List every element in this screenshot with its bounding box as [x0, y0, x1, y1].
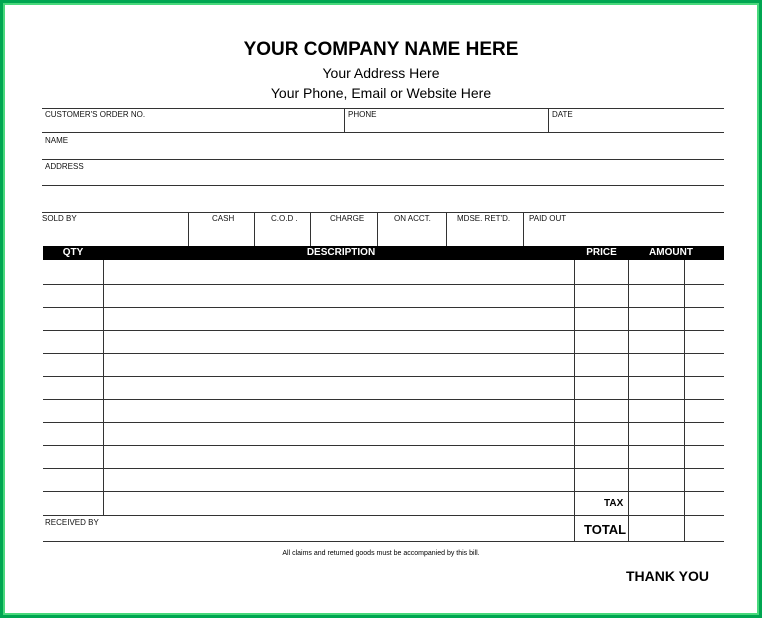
table-column-line: [103, 260, 104, 516]
sold-by-label: SOLD BY: [42, 214, 77, 223]
thank-you-text: THANK YOU: [626, 568, 709, 584]
divider-line: [42, 159, 724, 160]
divider-line: [254, 212, 255, 247]
divider-line: [446, 212, 447, 247]
table-column-line: [628, 260, 629, 542]
total-label: TOTAL: [584, 522, 627, 537]
date-label: DATE: [552, 110, 573, 119]
divider-line: [310, 212, 311, 247]
table-bottom-line: [43, 541, 724, 542]
charge-label: CHARGE: [330, 214, 365, 223]
qty-header: QTY: [62, 247, 84, 258]
table-row: [43, 491, 724, 492]
divider-line: [344, 108, 345, 133]
paid-out-label: PAID OUT: [529, 214, 567, 223]
divider-line: [548, 108, 549, 133]
cod-label: C.O.D .: [271, 214, 298, 223]
received-by-label: RECEIVED BY: [45, 518, 99, 527]
amount-header: AMOUNT: [649, 247, 693, 258]
table-row: [43, 399, 724, 400]
cash-label: CASH: [212, 214, 235, 223]
table-row: [43, 307, 724, 308]
address-label: ADDRESS: [45, 162, 84, 171]
divider-line: [42, 185, 724, 186]
phone-label: PHONE: [348, 110, 377, 119]
table-row: [43, 468, 724, 469]
divider-line: [42, 108, 724, 109]
table-row: [43, 353, 724, 354]
table-row: [43, 515, 724, 516]
merchandise-returned-label: MDSE. RET'D.: [457, 214, 511, 223]
divider-line: [42, 132, 724, 133]
table-row: [43, 445, 724, 446]
divider-line: [523, 212, 524, 247]
divider-line: [188, 212, 189, 247]
name-label: NAME: [45, 136, 69, 145]
divider-line: [377, 212, 378, 247]
company-address: Your Address Here: [322, 65, 440, 81]
order-no-label: CUSTOMER'S ORDER NO.: [45, 110, 146, 119]
claims-note: All claims and returned goods must be accompanied by this bill.: [282, 550, 480, 557]
table-row: [43, 284, 724, 285]
company-contact: Your Phone, Email or Website Here: [270, 85, 492, 101]
description-header: DESCRIPTION: [306, 247, 376, 258]
table-row: [43, 376, 724, 377]
table-row: [43, 422, 724, 423]
table-column-line: [574, 260, 575, 542]
on-account-label: ON ACCT.: [394, 214, 431, 223]
table-row: [43, 330, 724, 331]
tax-label: TAX: [604, 498, 624, 509]
divider-line: [42, 212, 724, 213]
price-header: PRICE: [586, 247, 617, 258]
table-column-line: [684, 260, 685, 542]
company-name: YOUR COMPANY NAME HERE: [243, 39, 519, 60]
